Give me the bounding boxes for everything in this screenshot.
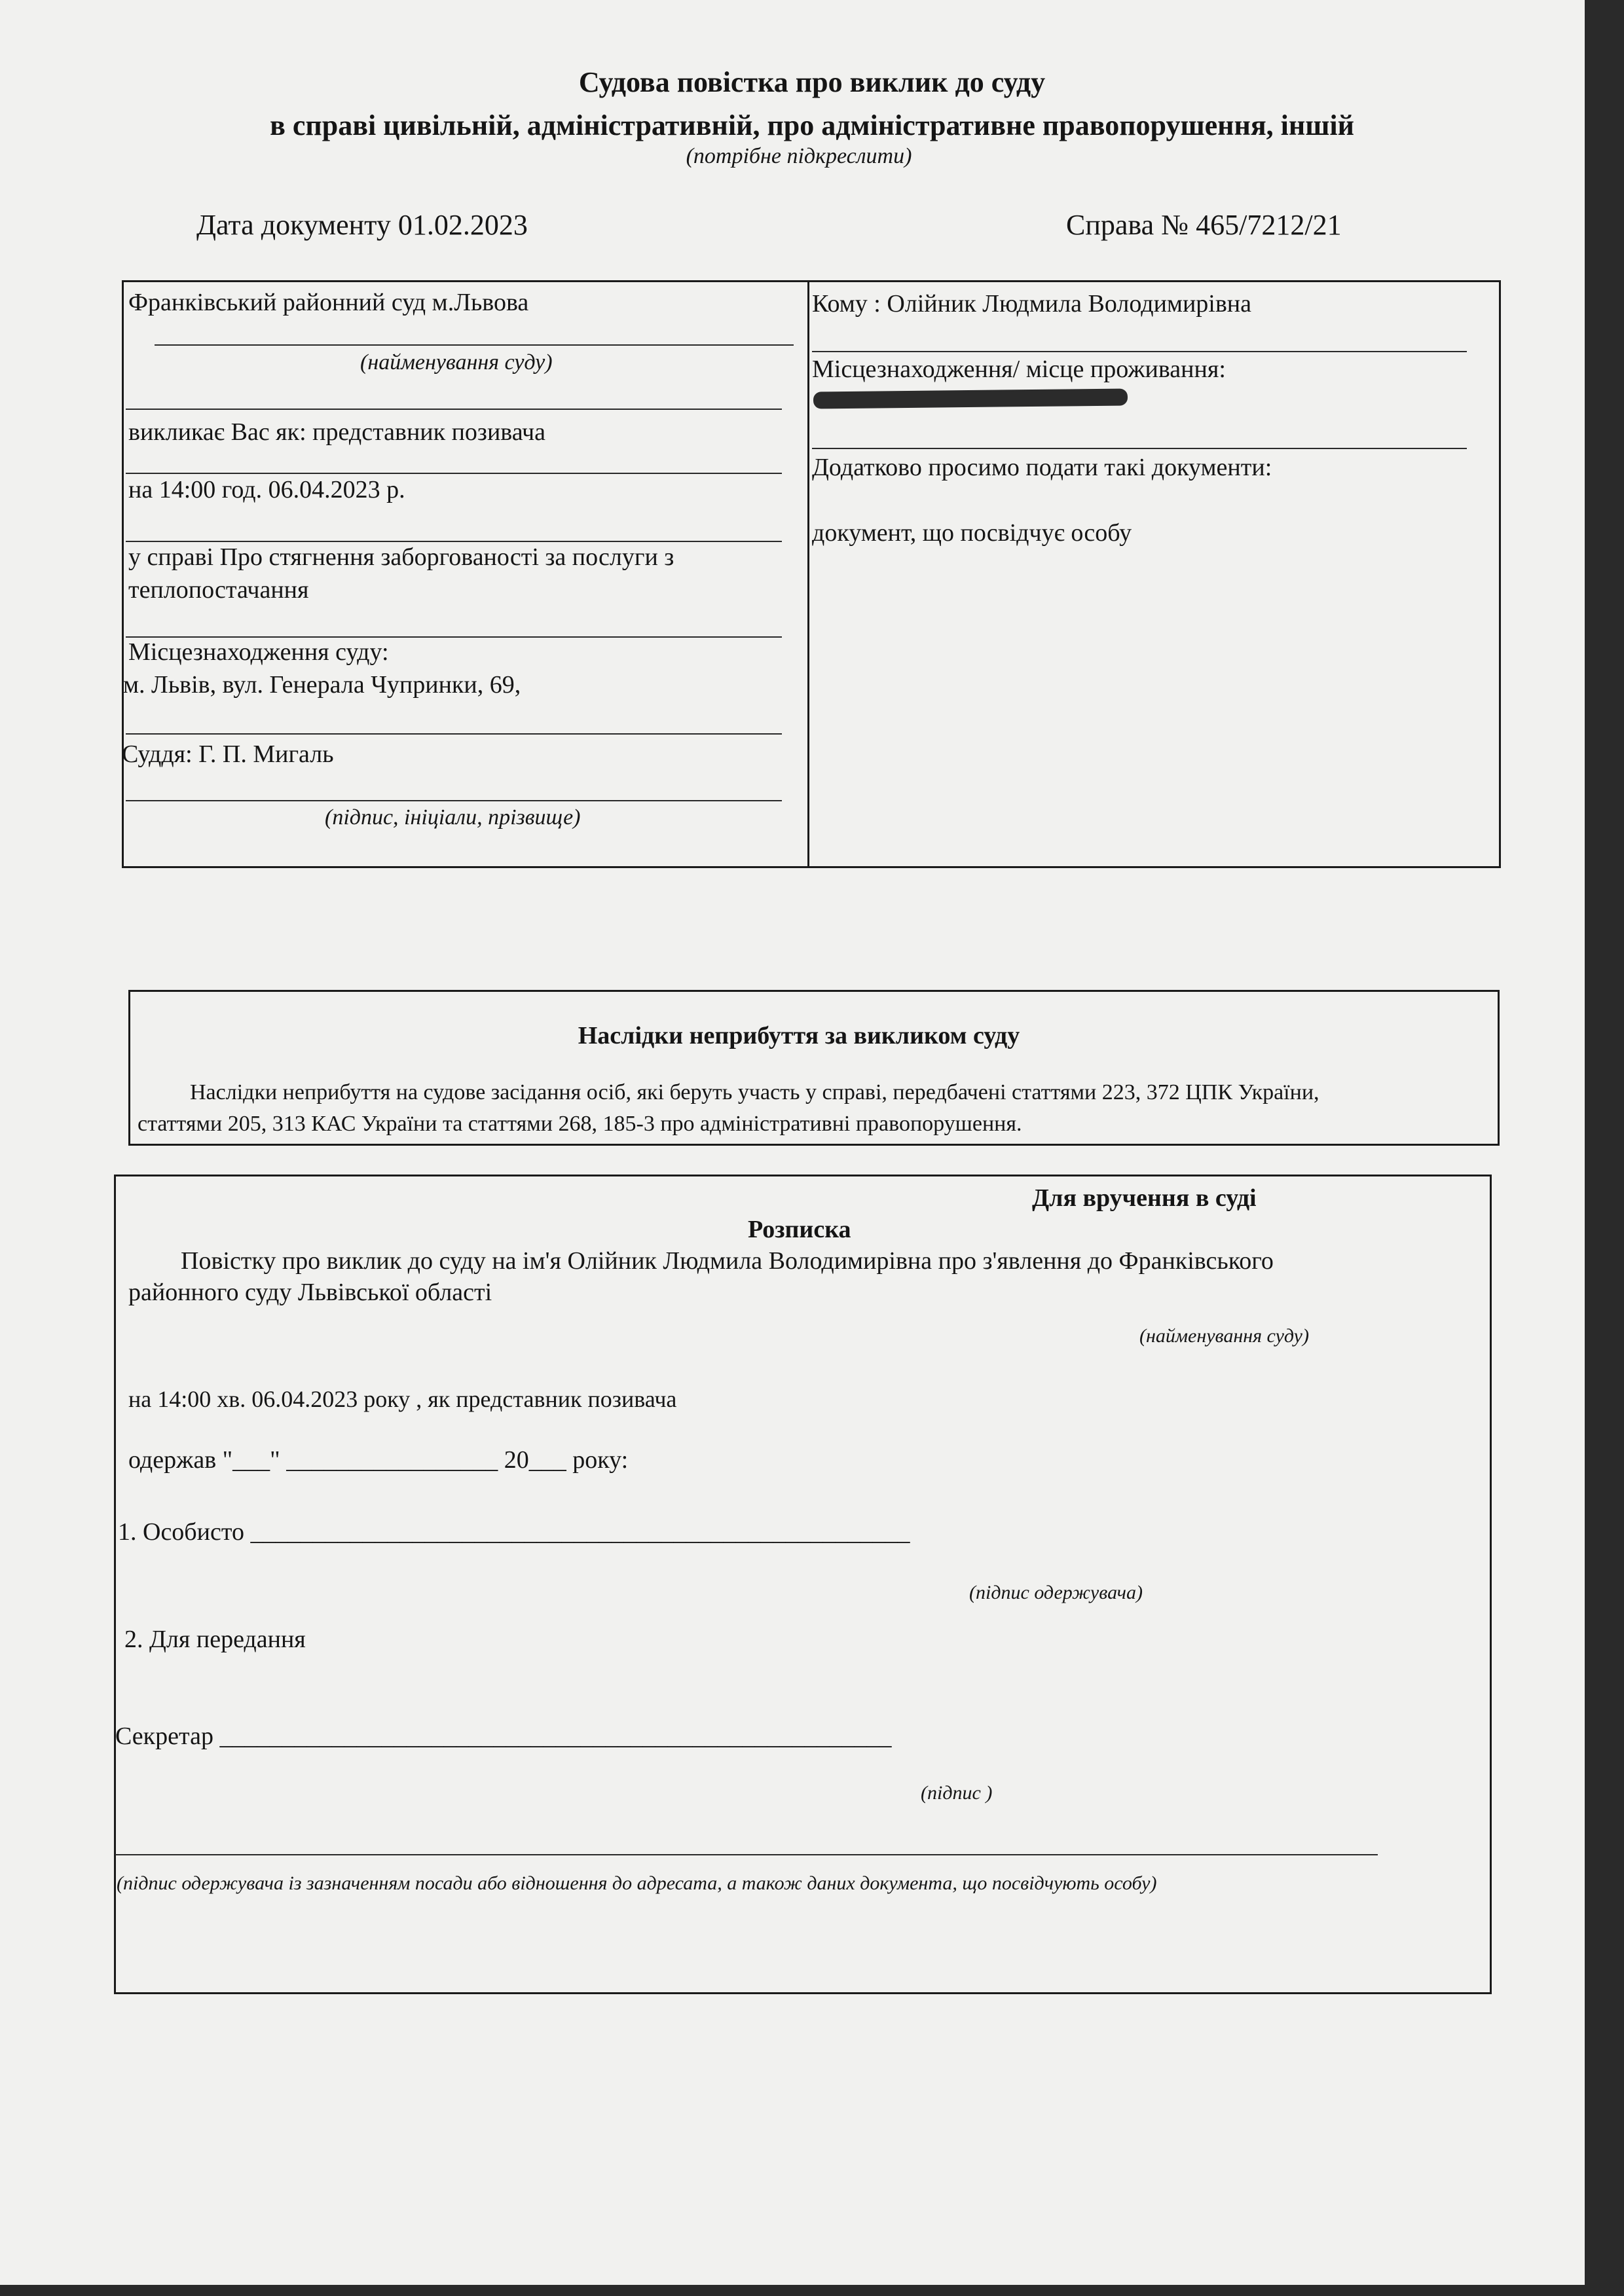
- document-subtitle: в справі цивільній, адміністративній, про адміністративне правопорушення, іншій: [270, 109, 1354, 141]
- secretary-signature-caption: (підпис ): [921, 1782, 993, 1804]
- recipient-details-line: [115, 1854, 1378, 1855]
- document-title: Судова повістка про виклик до суду: [578, 66, 1046, 98]
- court-location-label: Місцезнаходження суду:: [128, 638, 389, 666]
- recipient-signature-caption: (підпис одержувача): [969, 1582, 1143, 1603]
- table-divider: [807, 280, 809, 868]
- court-name: Франківський районний суд м.Львова: [128, 289, 529, 316]
- title-note: (потрібне підкреслити): [686, 144, 912, 168]
- recipient-underline: [812, 351, 1467, 352]
- consequences-text-line1: Наслідки неприбуття на судове засідання осіб, які беруть участь у справі, передбачені статтями 223, 372 ЦПК України,: [190, 1080, 1320, 1104]
- court-name-underline: [155, 344, 794, 346]
- receipt-court-caption: (найменування суду): [1139, 1325, 1309, 1347]
- extra-documents-label: Додатково просимо подати такі документи:: [812, 454, 1272, 481]
- recipient-details-caption: (підпис одержувача із зазначенням посади або відношення до адресата, а також даних документа, що посвідчують особу): [117, 1872, 1157, 1894]
- judge: Суддя: Г. П. Мигаль: [122, 740, 334, 768]
- divider-line: [126, 473, 782, 474]
- redacted-address: [813, 388, 1128, 409]
- recipient: Кому : Олійник Людмила Володимирівна: [812, 290, 1252, 318]
- receipt-text-line2: районного суду Львівської області: [128, 1279, 492, 1306]
- judge-caption: (підпис, ініціали, прізвище): [325, 805, 581, 829]
- hearing-time: на 14:00 год. 06.04.2023 р.: [128, 476, 405, 503]
- court-name-caption: (найменування суду): [360, 350, 553, 374]
- residence-label: Місцезнаходження/ місце проживання:: [812, 355, 1226, 383]
- for-transfer: 2. Для передання: [124, 1626, 306, 1653]
- secretary-signature-line: Секретар ______________________________________________________: [115, 1722, 892, 1750]
- document-date: Дата документу 01.02.2023: [196, 209, 528, 241]
- extra-documents: документ, що посвідчує особу: [812, 519, 1132, 547]
- court-location: м. Львів, вул. Генерала Чупринки, 69,: [123, 671, 521, 699]
- consequences-text-line2: статтями 205, 313 КАС України та статтями 268, 185-3 про адміністративні правопорушення.: [138, 1112, 1022, 1136]
- receipt-title: Розписка: [748, 1216, 851, 1243]
- receipt-text-line1: Повістку про виклик до суду на ім'я Олійник Людмила Володимирівна про з'явлення до Франківського: [181, 1247, 1274, 1275]
- judge-signature-line: [126, 800, 782, 801]
- consequences-title: Наслідки неприбуття за викликом суду: [578, 1022, 1020, 1049]
- case-number: Справа № 465/7212/21: [1066, 209, 1342, 241]
- residence-underline: [812, 448, 1467, 449]
- personally-signature-line: 1. Особисто _____________________________________________________: [118, 1518, 910, 1546]
- divider-line: [126, 409, 782, 410]
- receipt-time: на 14:00 хв. 06.04.2023 року , як представник позивача: [128, 1386, 677, 1412]
- divider-line: [126, 733, 782, 735]
- received-date-line: одержав "___" _________________ 20___ року:: [128, 1446, 629, 1474]
- summons-role: викликає Вас як: представник позивача: [128, 418, 546, 446]
- case-subject: у справі Про стягнення заборгованості за послуги з теплопостачання: [128, 543, 674, 604]
- for-court-delivery: Для вручення в суді: [1032, 1184, 1257, 1212]
